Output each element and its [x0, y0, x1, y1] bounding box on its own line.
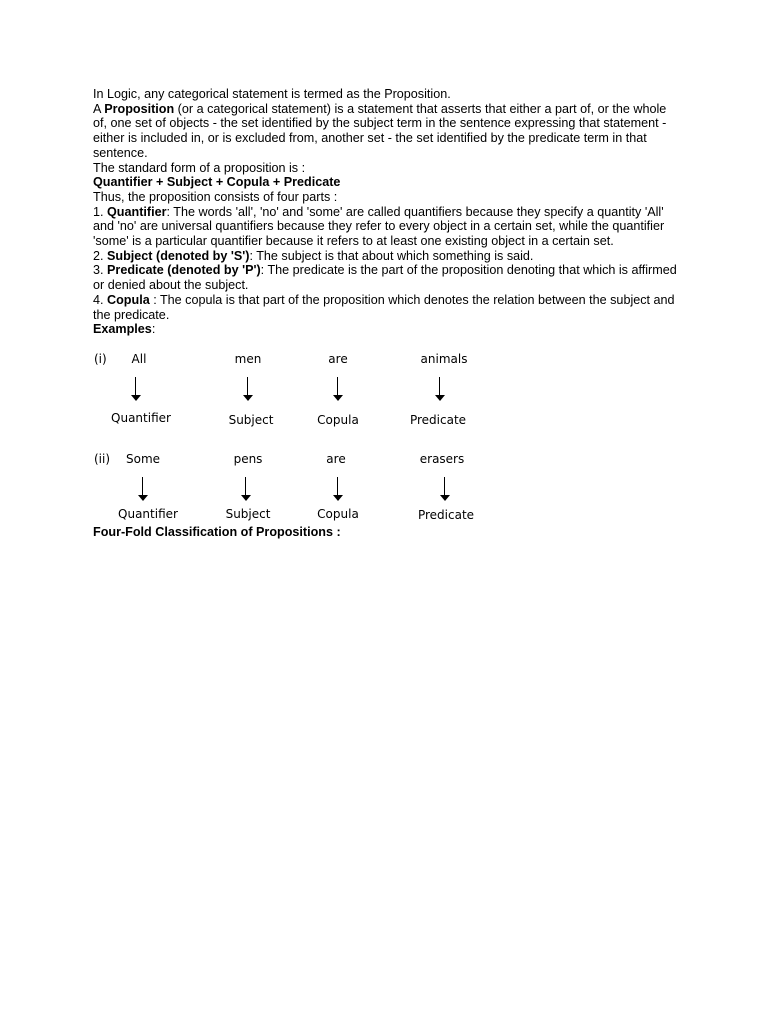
example-word: are — [326, 452, 346, 466]
part-subject — [93, 249, 683, 264]
down-arrow-icon — [243, 377, 253, 401]
examples-heading — [93, 322, 683, 337]
examples-term: Examples — [93, 322, 152, 337]
part-quantifier — [93, 205, 683, 249]
example-word: men — [234, 352, 262, 366]
down-arrow-icon — [131, 377, 141, 401]
part-desc: : The copula is that part of the proposition which denotes the relation between the subject and the predicate. — [93, 292, 675, 322]
example-label: (i) — [94, 352, 107, 366]
intro-line: In Logic, any categorical statement is termed as the Proposition. — [93, 87, 451, 101]
example-word: pens — [233, 452, 263, 466]
part-desc: : The words 'all', 'no' and 'some' are called quantifiers because they specify a quantity 'All' and 'no' are universal quantifiers because they refer to every object in a certain set, while the quantifier 'some' is a particular quantifier because it refers to at least one existing object in a certain set. — [93, 204, 665, 249]
part-number: 4. — [93, 292, 108, 307]
example-role: Quantifier — [118, 507, 178, 521]
four-parts-line: Thus, the proposition consists of four parts : — [93, 189, 338, 204]
example-word: erasers — [419, 452, 465, 466]
examples-colon: : — [151, 322, 156, 337]
proposition-definition — [93, 102, 683, 161]
part-term: Quantifier — [107, 204, 167, 219]
down-arrow-icon — [333, 477, 343, 501]
down-arrow-icon — [440, 477, 450, 501]
example-word: are — [328, 352, 348, 366]
part-term: Copula — [107, 292, 150, 307]
part-desc: : The predicate is the part of the proposition denoting that which is affirmed or denied about the subject. — [93, 263, 677, 293]
body-text — [93, 87, 683, 337]
part-number: 3. — [93, 263, 108, 278]
example-role: Subject — [228, 413, 274, 427]
down-arrow-icon — [435, 377, 445, 401]
def-rest: (or a categorical statement) is a statement that asserts that either a part of, or the whole of, one set of objects - the set identified by the subject term in the sentence expressing that statement - either is included in, or is excluded from, another set - the set identified by the predicate term in that sentence. — [93, 101, 667, 160]
part-term: Subject (denoted by 'S') — [107, 248, 250, 263]
formula-text: Quantifier + Subject + Copula + Predicate — [93, 175, 341, 190]
part-term: Predicate (denoted by 'P') — [107, 263, 261, 278]
part-number: 1. — [93, 204, 108, 219]
example-label: (ii) — [94, 452, 111, 466]
example-word: All — [131, 352, 147, 366]
example-role: Predicate — [409, 413, 467, 427]
example-word: animals — [420, 352, 468, 366]
part-copula — [93, 293, 683, 322]
part-predicate — [93, 263, 683, 292]
def-prefix: A — [93, 101, 105, 116]
example-role: Copula — [317, 413, 359, 427]
down-arrow-icon — [333, 377, 343, 401]
standard-form-line: The standard form of a proposition is : — [93, 160, 306, 175]
example-role: Copula — [317, 507, 359, 521]
part-desc: : The subject is that about which something is said. — [249, 248, 534, 263]
example-role: Quantifier — [111, 411, 171, 425]
def-term: Proposition — [104, 101, 175, 116]
down-arrow-icon — [138, 477, 148, 501]
example-role: Subject — [225, 507, 271, 521]
classification-heading: Four-Fold Classification of Propositions : — [93, 525, 341, 539]
example-role: Predicate — [417, 508, 475, 522]
down-arrow-icon — [241, 477, 251, 501]
formula — [93, 175, 683, 190]
example-word: Some — [125, 452, 161, 466]
part-number: 2. — [93, 248, 108, 263]
